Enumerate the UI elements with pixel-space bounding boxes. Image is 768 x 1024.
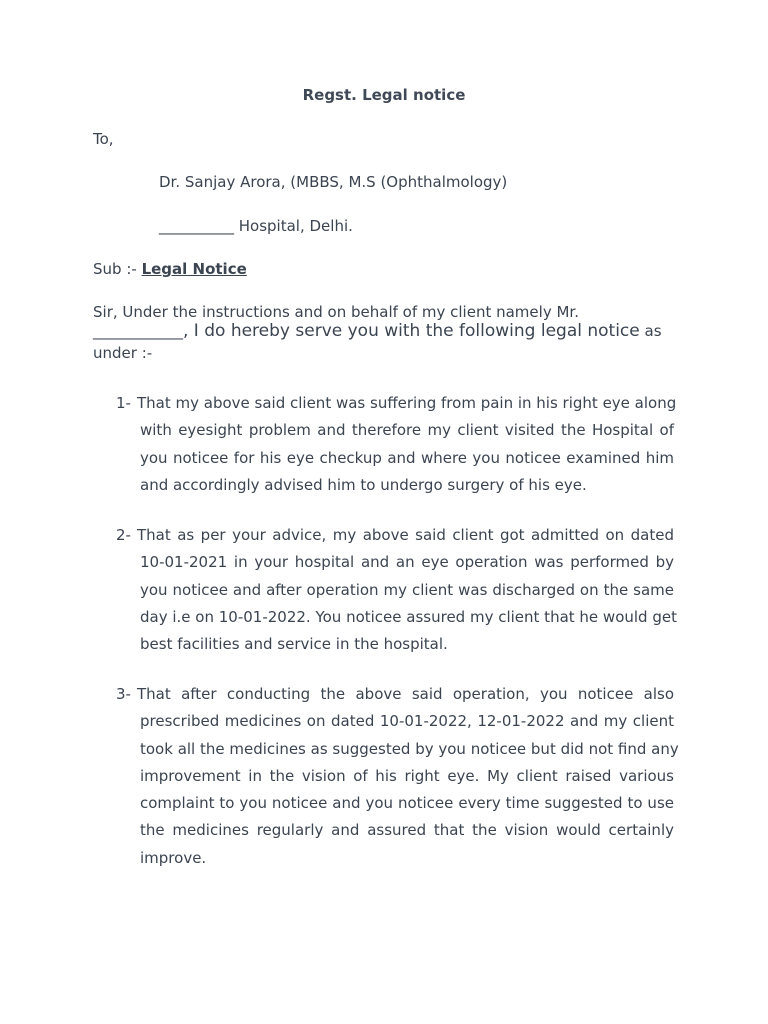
numbered-paragraph-1 (116, 390, 677, 499)
subject-line (93, 260, 247, 278)
numbered-paragraph-3 (116, 681, 679, 872)
addressee-hospital: __________ Hospital, Delhi. (159, 217, 353, 235)
paragraph-number: 3- (116, 685, 131, 703)
paragraph-line: improve. (140, 848, 207, 867)
subject-prefix: Sub :- (93, 260, 142, 278)
paragraph-line: complaint to you noticee and you noticee every time suggested to use (140, 794, 674, 813)
intro-line-1: Sir, Under the instructions and on behalf of my client namely Mr. (93, 303, 579, 321)
intro-line-2-tail: as (639, 322, 662, 340)
paragraph-line: the medicines regularly and assured that the vision would certainly (140, 821, 674, 840)
paragraph-line: you noticee and after operation my client was discharged on the same (140, 580, 674, 599)
paragraph-line: with eyesight problem and therefore my client visited the Hospital of (140, 421, 674, 440)
paragraph-line: day i.e on 10-01-2022. You noticee assured my client that he would get (140, 607, 677, 626)
salutation-to: To, (93, 130, 114, 148)
paragraph-line: and accordingly advised him to undergo surgery of his eye. (140, 475, 587, 494)
intro-line-2 (93, 321, 662, 341)
paragraph-number: 1- (116, 394, 131, 412)
intro-line-3: under :- (93, 344, 153, 362)
numbered-paragraph-2 (116, 522, 677, 658)
intro-line-2-main: , I do hereby serve you with the following legal notice (183, 321, 640, 341)
paragraph-line: 10-01-2021 in your hospital and an eye operation was performed by (140, 553, 674, 572)
addressee-name: Dr. Sanjay Arora, (MBBS, M.S (Ophthalmology) (159, 173, 508, 191)
paragraph-line: took all the medicines as suggested by you noticee but did not find any (140, 739, 679, 758)
paragraph-line: That after conducting the above said operation, you noticee also (137, 685, 674, 703)
client-name-blank: ____________ (93, 322, 183, 340)
paragraph-line: That as per your advice, my above said client got admitted on dated (137, 526, 674, 544)
paragraph-line: best facilities and service in the hospital. (140, 635, 448, 654)
paragraph-line: you noticee for his eye checkup and where you noticee examined him (140, 448, 674, 467)
paragraph-line: prescribed medicines on dated 10-01-2022, 12-01-2022 and my client (140, 712, 674, 731)
paragraph-line: improvement in the vision of his right eye. My client raised various (140, 766, 674, 785)
paragraph-line: That my above said client was suffering from pain in his right eye along (137, 394, 677, 412)
paragraph-number: 2- (116, 526, 131, 544)
document-title: Regst. Legal notice (302, 86, 466, 104)
subject-text: Legal Notice (141, 260, 247, 278)
